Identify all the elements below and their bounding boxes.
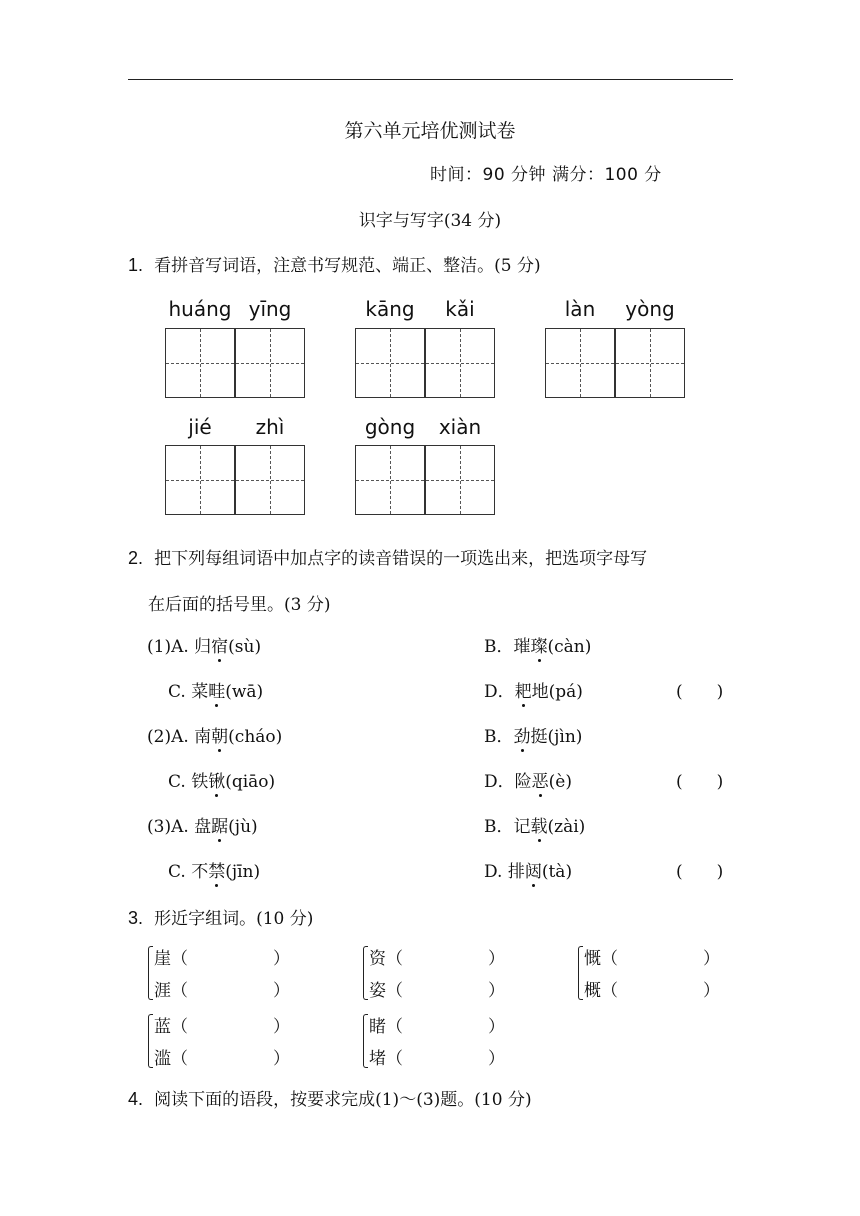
option-pinyin: (zài): [547, 817, 586, 837]
pair-bottom[interactable]: 涯（ ）: [154, 981, 290, 1001]
brace: [363, 946, 368, 1000]
question-number: 4.: [128, 1089, 144, 1109]
dotted-char: 耙: [515, 677, 532, 702]
page-title: 第六单元培优测试卷: [344, 120, 516, 142]
header-rule: [128, 79, 733, 80]
question-2: [128, 544, 647, 569]
option-prefix: B．记: [484, 817, 531, 837]
writing-grid-cell[interactable]: [355, 445, 425, 515]
section-heading: 识字与写字(34 分): [358, 211, 502, 231]
writing-grid-cell[interactable]: [165, 328, 235, 398]
option-d[interactable]: [484, 857, 572, 882]
option-pinyin: (sù): [228, 637, 262, 657]
question-4: [128, 1085, 532, 1110]
dotted-char: 锹: [208, 767, 225, 792]
pinyin: zhì: [255, 415, 285, 439]
dotted-char: 朝: [211, 722, 228, 747]
pair-bottom[interactable]: 姿（ ）: [369, 981, 505, 1001]
question-text: 看拼音写词语，注意书写规范、端正、整洁。(5 分): [154, 256, 541, 276]
question-text: 阅读下面的语段，按要求完成(1)～(3)题。(10 分): [154, 1090, 532, 1110]
writing-grid-cell[interactable]: [425, 445, 495, 515]
question-number: 3.: [128, 908, 144, 928]
option-pinyin: (jīn): [225, 862, 261, 882]
pinyin: kǎi: [445, 297, 475, 321]
dotted-char: 宿: [211, 632, 228, 657]
question-3: [128, 904, 313, 929]
dotted-char: 踞: [211, 812, 228, 837]
writing-grid-cell[interactable]: [235, 445, 305, 515]
option-c[interactable]: [168, 767, 275, 792]
dotted-char: 畦: [208, 677, 225, 702]
pinyin: yīng: [248, 297, 292, 321]
question-number: 1.: [128, 255, 144, 275]
option-d[interactable]: [484, 677, 583, 702]
option-c[interactable]: [168, 857, 260, 882]
pinyin: yòng: [625, 297, 675, 321]
dotted-char: 劲: [514, 722, 531, 747]
dotted-char: 载: [531, 812, 548, 837]
answer-blank[interactable]: ( ): [676, 862, 724, 882]
option-pinyin: (è): [548, 772, 572, 792]
option-pinyin: 地(pá): [531, 682, 583, 702]
dotted-char: 禁: [208, 857, 225, 882]
option-prefix: (3)A. 盘: [147, 817, 212, 837]
pair-top[interactable]: 资（ ）: [369, 949, 505, 969]
pinyin: xiàn: [438, 415, 482, 439]
brace: [148, 946, 153, 1000]
option-a[interactable]: [147, 812, 258, 837]
pair-top[interactable]: 睹（ ）: [369, 1017, 505, 1037]
dotted-char: 闼: [525, 857, 542, 882]
option-b[interactable]: [484, 632, 591, 657]
pair-top[interactable]: 慨（ ）: [584, 949, 720, 969]
option-prefix: (1)A. 归: [147, 637, 212, 657]
option-pinyin: (jù): [228, 817, 258, 837]
answer-blank[interactable]: ( ): [676, 682, 724, 702]
option-prefix: C. 铁: [168, 772, 209, 792]
pinyin: kāng: [365, 297, 415, 321]
question-text-continued: 在后面的括号里。(3 分): [148, 595, 331, 615]
exam-meta: 时间：90 分钟 满分：100 分: [430, 165, 662, 185]
brace: [363, 1014, 368, 1068]
writing-grid-cell[interactable]: [425, 328, 495, 398]
option-prefix: C. 菜: [168, 682, 209, 702]
writing-grid-cell[interactable]: [545, 328, 615, 398]
pinyin: huáng: [168, 297, 232, 321]
question-number: 2.: [128, 548, 144, 568]
dotted-char: 璨: [531, 632, 548, 657]
pinyin: làn: [564, 297, 596, 321]
option-prefix: D．险: [484, 772, 532, 792]
option-pinyin: 挺(jìn): [530, 727, 583, 747]
question-text: 把下列每组词语中加点字的读音错误的一项选出来，把选项字母写: [154, 549, 648, 569]
option-pinyin: (tà): [541, 862, 573, 882]
option-prefix: B．璀: [484, 637, 531, 657]
brace: [148, 1014, 153, 1068]
writing-grid-cell[interactable]: [355, 328, 425, 398]
option-pinyin: (wā): [225, 682, 264, 702]
writing-grid-cell[interactable]: [165, 445, 235, 515]
pair-top[interactable]: 崖（ ）: [154, 949, 290, 969]
dotted-char: 恶: [532, 767, 549, 792]
option-pinyin: (càn): [547, 637, 592, 657]
option-pinyin: (cháo): [228, 727, 283, 747]
pair-bottom[interactable]: 滥（ ）: [154, 1049, 290, 1069]
option-prefix: D．: [484, 682, 515, 702]
option-prefix: (2)A. 南: [147, 727, 212, 747]
pair-top[interactable]: 蓝（ ）: [154, 1017, 290, 1037]
option-prefix: C. 不: [168, 862, 209, 882]
option-prefix: D. 排: [484, 862, 525, 882]
option-b[interactable]: [484, 812, 585, 837]
answer-blank[interactable]: ( ): [676, 772, 724, 792]
pair-bottom[interactable]: 堵（ ）: [369, 1049, 505, 1069]
pinyin: gòng: [364, 415, 416, 439]
option-c[interactable]: [168, 677, 263, 702]
pair-bottom[interactable]: 概（ ）: [584, 981, 720, 1001]
writing-grid-cell[interactable]: [235, 328, 305, 398]
brace: [578, 946, 583, 1000]
pinyin: jié: [188, 415, 212, 439]
option-prefix: B．: [484, 727, 514, 747]
question-text: 形近字组词。(10 分): [154, 909, 314, 929]
writing-grid-cell[interactable]: [615, 328, 685, 398]
option-b[interactable]: [484, 722, 582, 747]
question-1: [128, 251, 541, 276]
option-a[interactable]: [147, 722, 282, 747]
option-a[interactable]: [147, 632, 261, 657]
option-d[interactable]: [484, 767, 572, 792]
option-pinyin: (qiāo): [225, 772, 276, 792]
